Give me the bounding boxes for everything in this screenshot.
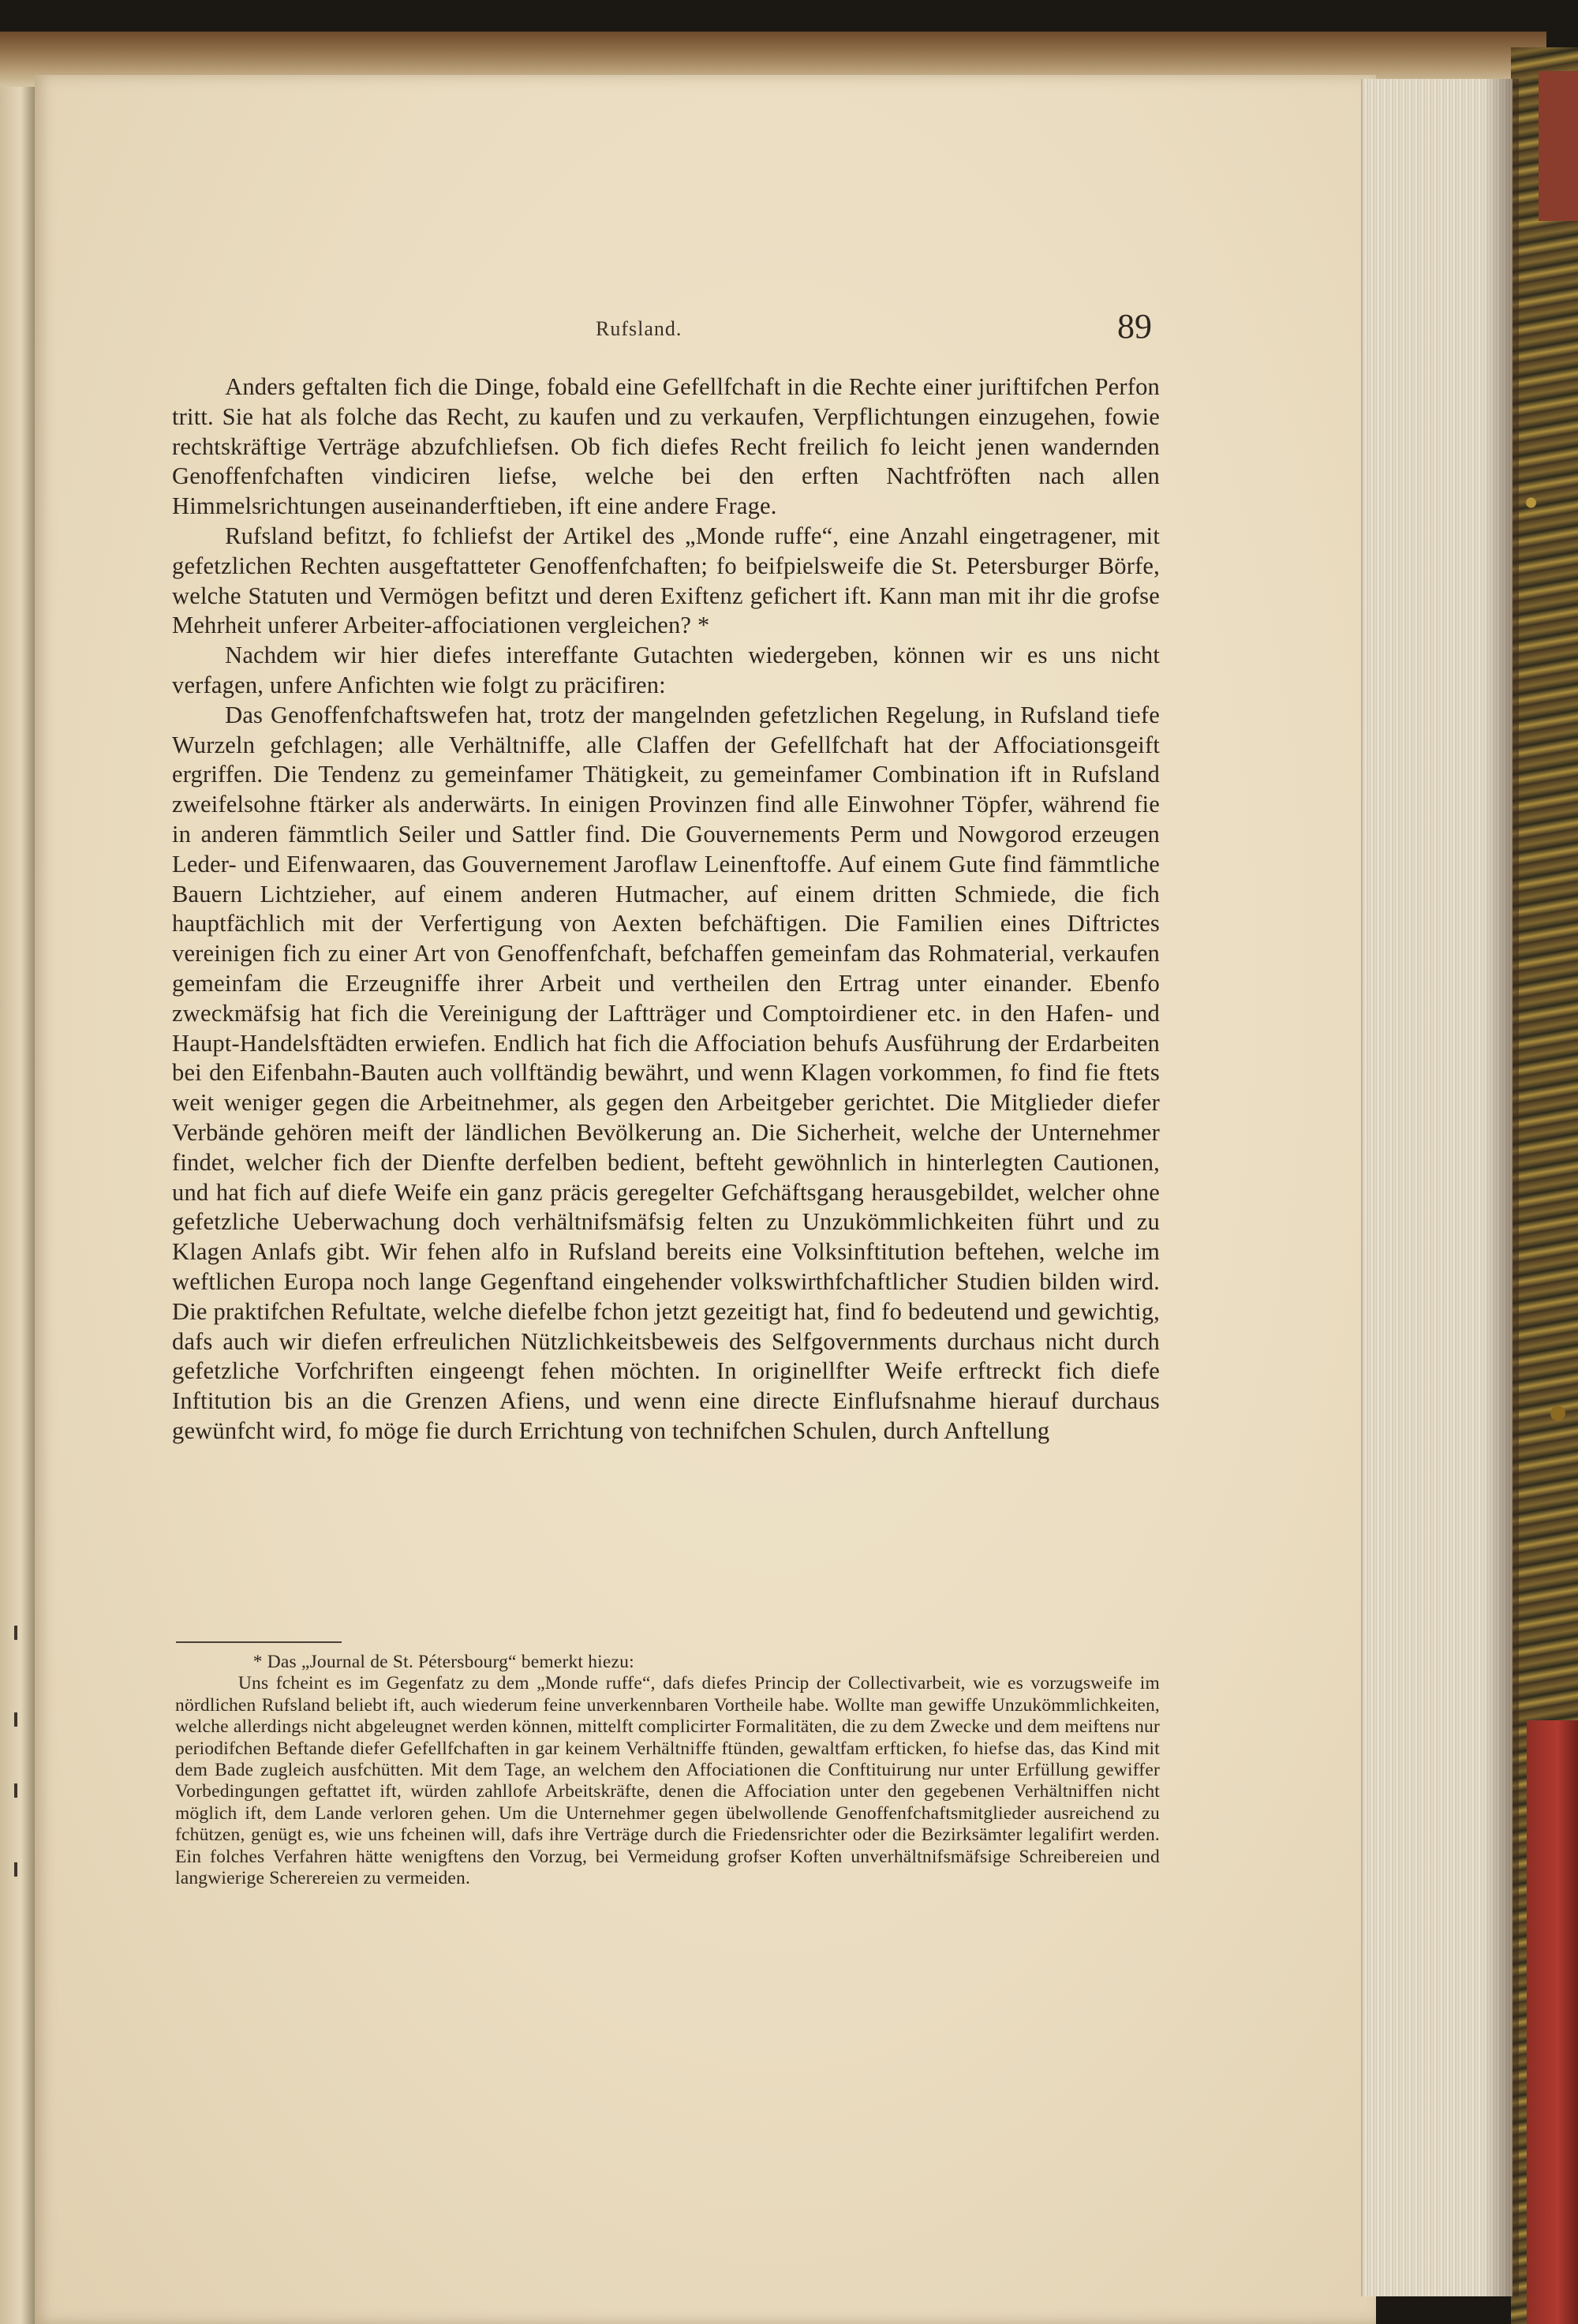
paragraph: Anders geftalten fich die Dinge, fobald eine Gefellfchaft in die Rechte einer juriftifchen Perfon tritt. Sie hat als folche das Recht, zu kaufen und zu verkaufen, Verpflichtungen einzugehen, fowie rechtskräftige Verträge abzufchliefsen. Ob fich diefes Recht freilich fo leicht jenen wandernden Genoffenfchaften vindiciren liefse, welche bei den erften Nachtfröften nach allen Himmelsrichtungen auseinanderftieben, ift eine andere Frage. bbox=[172, 373, 1160, 520]
page-header bbox=[260, 309, 1152, 349]
footnote-separator bbox=[176, 1641, 342, 1643]
left-page-text-fragments bbox=[0, 1626, 24, 1941]
page-block-shadow bbox=[1483, 79, 1519, 2296]
left-page-edge bbox=[0, 63, 35, 2324]
footnote-lead: * Das „Journal de St. Pétersbourg“ bemerkt hiezu: bbox=[252, 1652, 634, 1672]
footnote bbox=[175, 1652, 1160, 1889]
paragraph: Rufsland befitzt, fo fchliefst der Artikel des „Monde ruffe“, eine Anzahl eingetragener, mit gefetzlichen Rechten ausgeftatteter Genoffenfchaften; fo beifpielsweife die St. Petersburger Börfe, welche Statuten und Vermögen befitzt und deren Exiftenz gefichert ift. Kann man mit ihr die grofse Mehrheit unferer Arbeiter-affociationen vergleichen? * bbox=[172, 522, 1160, 639]
footnote-text: Uns fcheint es im Gegenfatz zu dem „Monde ruffe“, dafs diefes Princip der Collectivarbeit, wie es vorzugsweife im nördlichen Rufsland beliebt ift, auch wiederum feine unverkennbaren Vortheile habe. Wollte man gewiffe Unzukömmlichkeiten, welche allerdings nicht abgeleugnet werden können, mittelft complicirter Formalitäten, die zu dem Zwecke und dem meiftens nur periodifchen Beftande diefer Gefellfchaften in gar keinem Verhältniffe ftünden, gewaltfam erfticken, fo hiefse das, das Kind mit dem Bade zugleich ausfchütten. Mit dem Tage, an welchem den Affociationen die Conftituirung nur unter Erfüllung gewiffer Vorbedingungen geftattet ift, würden zahllofe Arbeitskräfte, denen die Affociation unter den gegebenen Verhältniffen nicht möglich ift, dem Lande verloren gehen. Um die Unternehmer gegen übelwollende Genoffenfchaftsmitglieder ausreichend zu fchützen, genügt es, wie uns fcheinen will, dafs ihre Verträge durch die Friedensrichter oder die Bezirksämter legalifirt werden. Ein folches Verfahren hätte wenigftens den Vorzug, bei Vermeidung grofser Koften unverhältnifsmäfsige Schreibereien und langwierige Scherereien zu vermeiden. bbox=[175, 1673, 1160, 1889]
running-title: Rufsland. bbox=[596, 317, 682, 340]
cover-corner-top bbox=[1539, 71, 1578, 221]
cover-corner-bottom bbox=[1527, 1720, 1578, 2324]
main-text bbox=[172, 372, 1160, 1446]
page-number: 89 bbox=[1117, 307, 1152, 346]
paragraph: Nachdem wir hier diefes intereffante Gutachten wiedergeben, können wir es uns nicht verfagen, unfere Anfichten wie folgt zu präcifiren: bbox=[172, 642, 1160, 698]
paragraph: Das Genoffenfchaftswefen hat, trotz der mangelnden gefetzlichen Regelung, in Rufsland tiefe Wurzeln gefchlagen; alle Verhältniffe, alle Claffen der Gefellfchaft hat der Affociationsgeift ergriffen. Die Tendenz zu gemeinfamer Thätigkeit, zu gemeinfamer Combination ift in Rufsland zweifelsohne ftärker als anderwärts. In einigen Provinzen find alle Einwohner Töpfer, während fie in anderen fämmtlich Seiler und Sattler find. Die Gouvernements Perm und Nowgorod erzeugen Leder- und Eifenwaaren, das Gouvernement Jaroflaw Leinenftoffe. Auf einem Gute find fämmtliche Bauern Lichtzieher, auf einem anderen Hutmacher, auf einem dritten Schmiede, die fich hauptfächlich mit der Verfertigung von Aexten befchäftigen. Die Familien eines Diftrictes vereinigen fich zu einer Art von Genoffenfchaft, befchaffen gemeinfam das Rohmaterial, verkaufen gemeinfam die Erzeugniffe ihrer Arbeit und vertheilen den Ertrag unter einander. Ebenfo zweckmäfsig hat fich die Vereinigung der Laftträger und Comptoirdiener etc. in den Hafen- und Haupt-Handelsftädten erwiefen. Endlich hat fich die Affociation behufs Ausführung der Erdarbeiten bei den Eifenbahn-Bauten auch vollftändig bewährt, und wenn Klagen vorkommen, fo find fie ftets weit weniger gegen die Arbeitnehmer, als gegen den Arbeitgeber gerichtet. Die Mitglieder diefer Verbände gehören meift der ländlichen Bevölkerung an. Die Sicherheit, welche der Unternehmer findet, welcher fich der Dienfte derfelben bedient, befteht gewöhnlich in hinterlegten Cautionen, und hat fich auf diefe Weife ein ganz präcis geregelter Gefchäftsgang herausgebildet, welcher ohne gefetzliche Ueberwachung doch verhältnifsmäfsig felten zu Unzukömmlichkeiten führt und zu Klagen Anlafs gibt. Wir fehen alfo in Rufsland bereits eine Volksinftitution beftehen, welche im weftlichen Europa noch lange Gegenftand eingehender volkswirthfchaftlicher Studien bilden wird. Die praktifchen Refultate, welche diefelbe fchon jetzt gezeitigt hat, find fo bedeutend und gewichtig, dafs auch wir diefen erfreulichen Nützlichkeitsbeweis des Selfgovernments durchaus nicht durch gefetzliche Vorfchriften eingeengt fehen möchten. In originellfter Weife erftreckt fich diefe Inftitution bis an die Grenzen Afiens, und wenn eine directe Einflufsnahme hierauf durchaus gewünfcht wird, fo möge fie durch Errichtung von technifchen Schulen, durch Anftellung bbox=[172, 701, 1160, 1444]
